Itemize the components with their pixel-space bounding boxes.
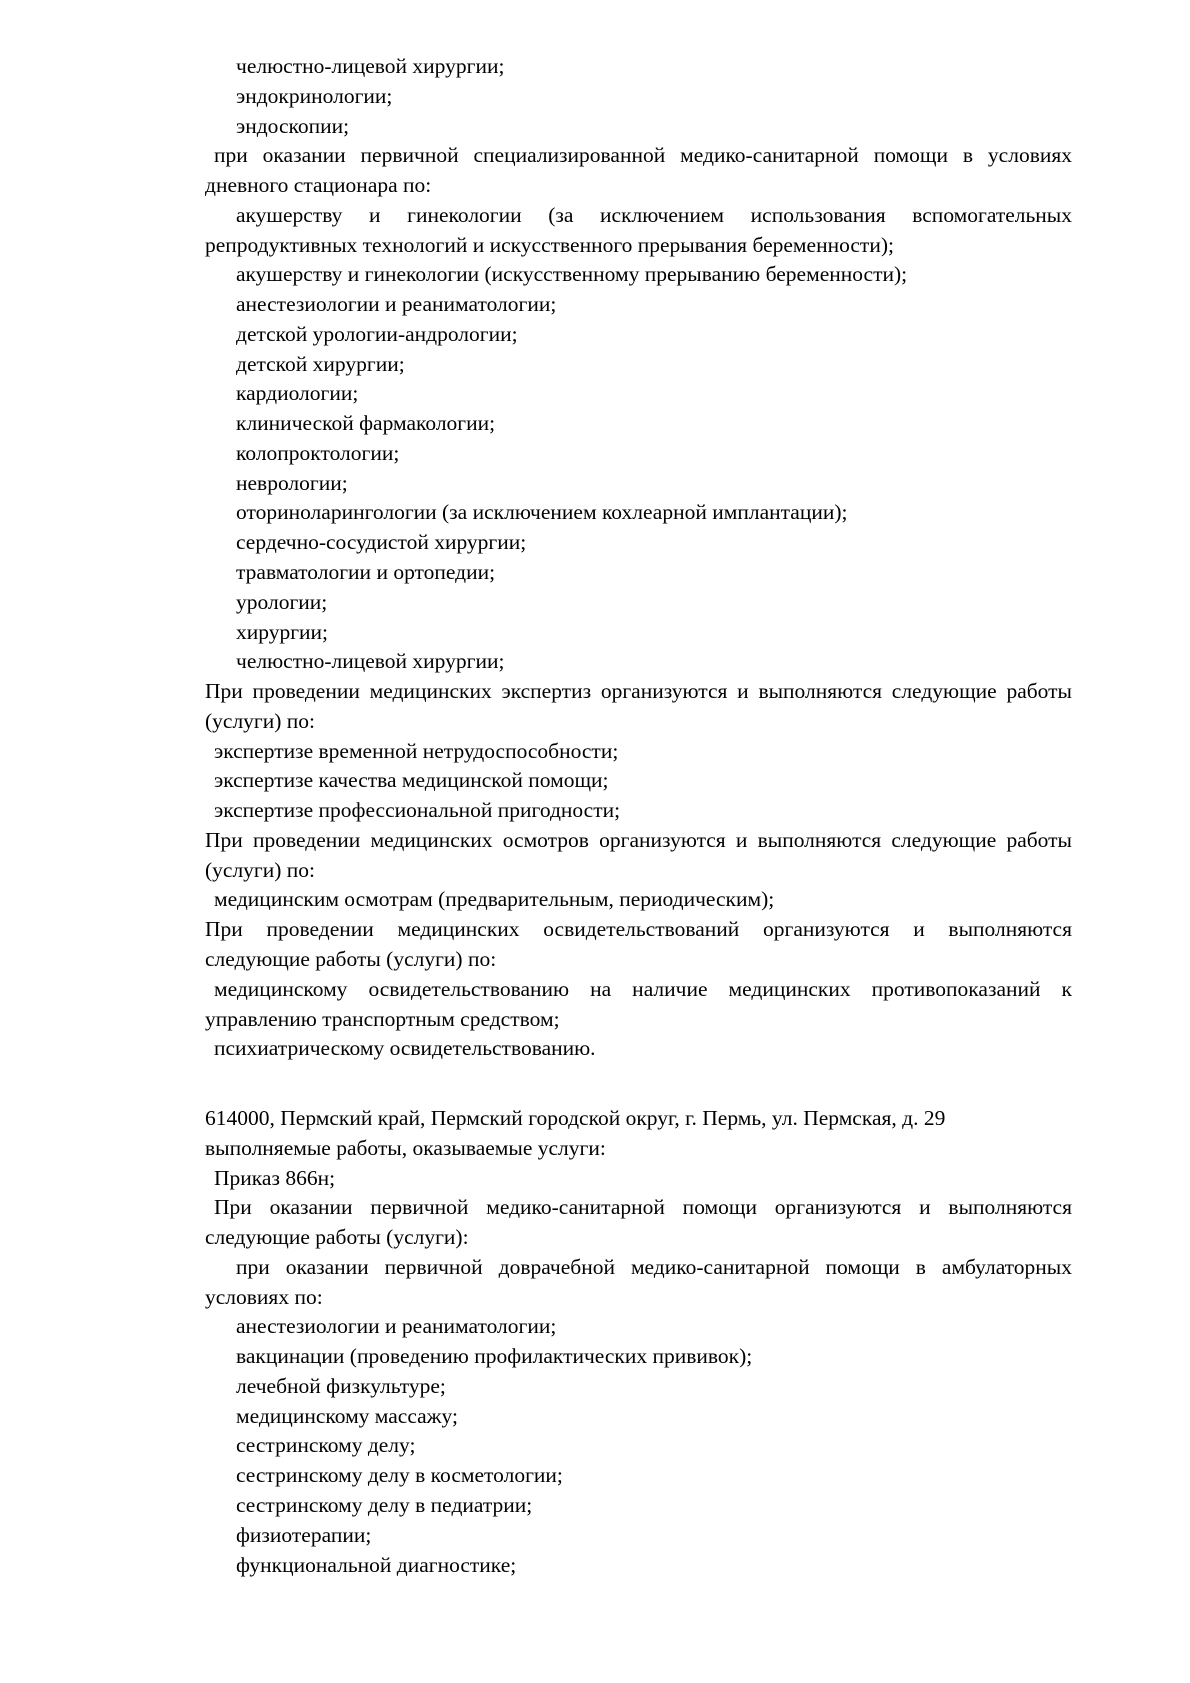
list-item: челюстно-лицевой хирургии;	[236, 54, 505, 78]
expertise-intro: При проведении медицинских экспертиз организуются и выполняются следующие работы (услуги) по:	[205, 679, 1072, 733]
list-item: экспертизе профессиональной пригодности;	[214, 798, 621, 823]
list-item: вакцинации (проведению профилактических прививок);	[236, 1344, 753, 1369]
list-item: детской хирургии;	[236, 351, 405, 376]
list-item: акушерству и гинекологии (искусственному прерыванию беременности);	[236, 262, 908, 287]
list-item: сестринскому делу в педиатрии;	[236, 1492, 533, 1517]
list-item: медицинским осмотрам (предварительным, периодическим);	[214, 887, 775, 912]
checkups-intro: При проведении медицинских осмотров организуются и выполняются следующие работы (услуги) по:	[205, 827, 1072, 882]
list-item: акушерству и гинекологии (за исключением использования вспомогательных репродуктивных технологий и искусственного прерывания беременности);	[205, 202, 1072, 257]
list-item: сестринскому делу в косметологии;	[236, 1463, 563, 1488]
primary-care-intro: При оказании первичной медико-санитарной помощи организуются и выполняются следующие работы (услуги):	[205, 1195, 1072, 1250]
list-item: психиатрическому освидетельствованию.	[214, 1036, 596, 1061]
list-item: экспертизе временной нетрудоспособности;	[214, 738, 619, 763]
list-item: функциональной диагностике;	[236, 1552, 517, 1577]
list-item: медицинскому освидетельствованию на наличие медицинских противопоказаний к управлению транспортным средством;	[205, 976, 1072, 1031]
works-label: выполняемые работы, оказываемые услуги:	[205, 1135, 606, 1160]
list-item: урологии;	[236, 589, 328, 614]
list-item: колопроктологии;	[236, 440, 400, 465]
list-item: оториноларингологии (за исключением кохлеарной имплантации);	[236, 500, 848, 525]
list-item: анестезиологии и реаниматологии;	[236, 292, 557, 317]
list-item: челюстно-лицевой хирургии;	[236, 649, 505, 674]
list-item: кардиологии;	[236, 381, 359, 406]
list-item: физиотерапии;	[236, 1522, 372, 1547]
list-item: анестезиологии и реаниматологии;	[236, 1314, 557, 1339]
document-body	[205, 52, 1072, 1580]
list-item: хирургии;	[236, 619, 329, 644]
list-item: сестринскому делу;	[236, 1433, 416, 1458]
list-item: медицинскому массажу;	[236, 1403, 458, 1428]
order-reference: Приказ 866н;	[214, 1165, 336, 1190]
list-item: эндокринологии;	[236, 83, 393, 108]
list-item: клинической фармакологии;	[236, 411, 496, 436]
list-item: сердечно-сосудистой хирургии;	[236, 530, 527, 555]
day-hospital-intro: при оказании первичной специализированной медико-санитарной помощи в условиях дневного стационара по:	[205, 143, 1072, 198]
list-item: травматологии и ортопедии;	[236, 560, 496, 585]
examinations-intro: При проведении медицинских освидетельствований организуются и выполняются следующие работы (услуги) по:	[205, 917, 1072, 971]
facility-address: 614000, Пермский край, Пермский городской округ, г. Пермь, ул. Пермская, д. 29	[205, 1106, 946, 1131]
list-item: детской урологии-андрологии;	[236, 321, 518, 346]
section-divider	[205, 1064, 1072, 1104]
prehospital-intro: при оказании первичной доврачебной медико-санитарной помощи в амбулаторных условиях по:	[205, 1254, 1072, 1309]
list-item: экспертизе качества медицинской помощи;	[214, 768, 609, 793]
list-item: лечебной физкультуре;	[236, 1373, 446, 1398]
list-item: эндоскопии;	[236, 113, 350, 138]
list-item: неврологии;	[236, 470, 348, 495]
